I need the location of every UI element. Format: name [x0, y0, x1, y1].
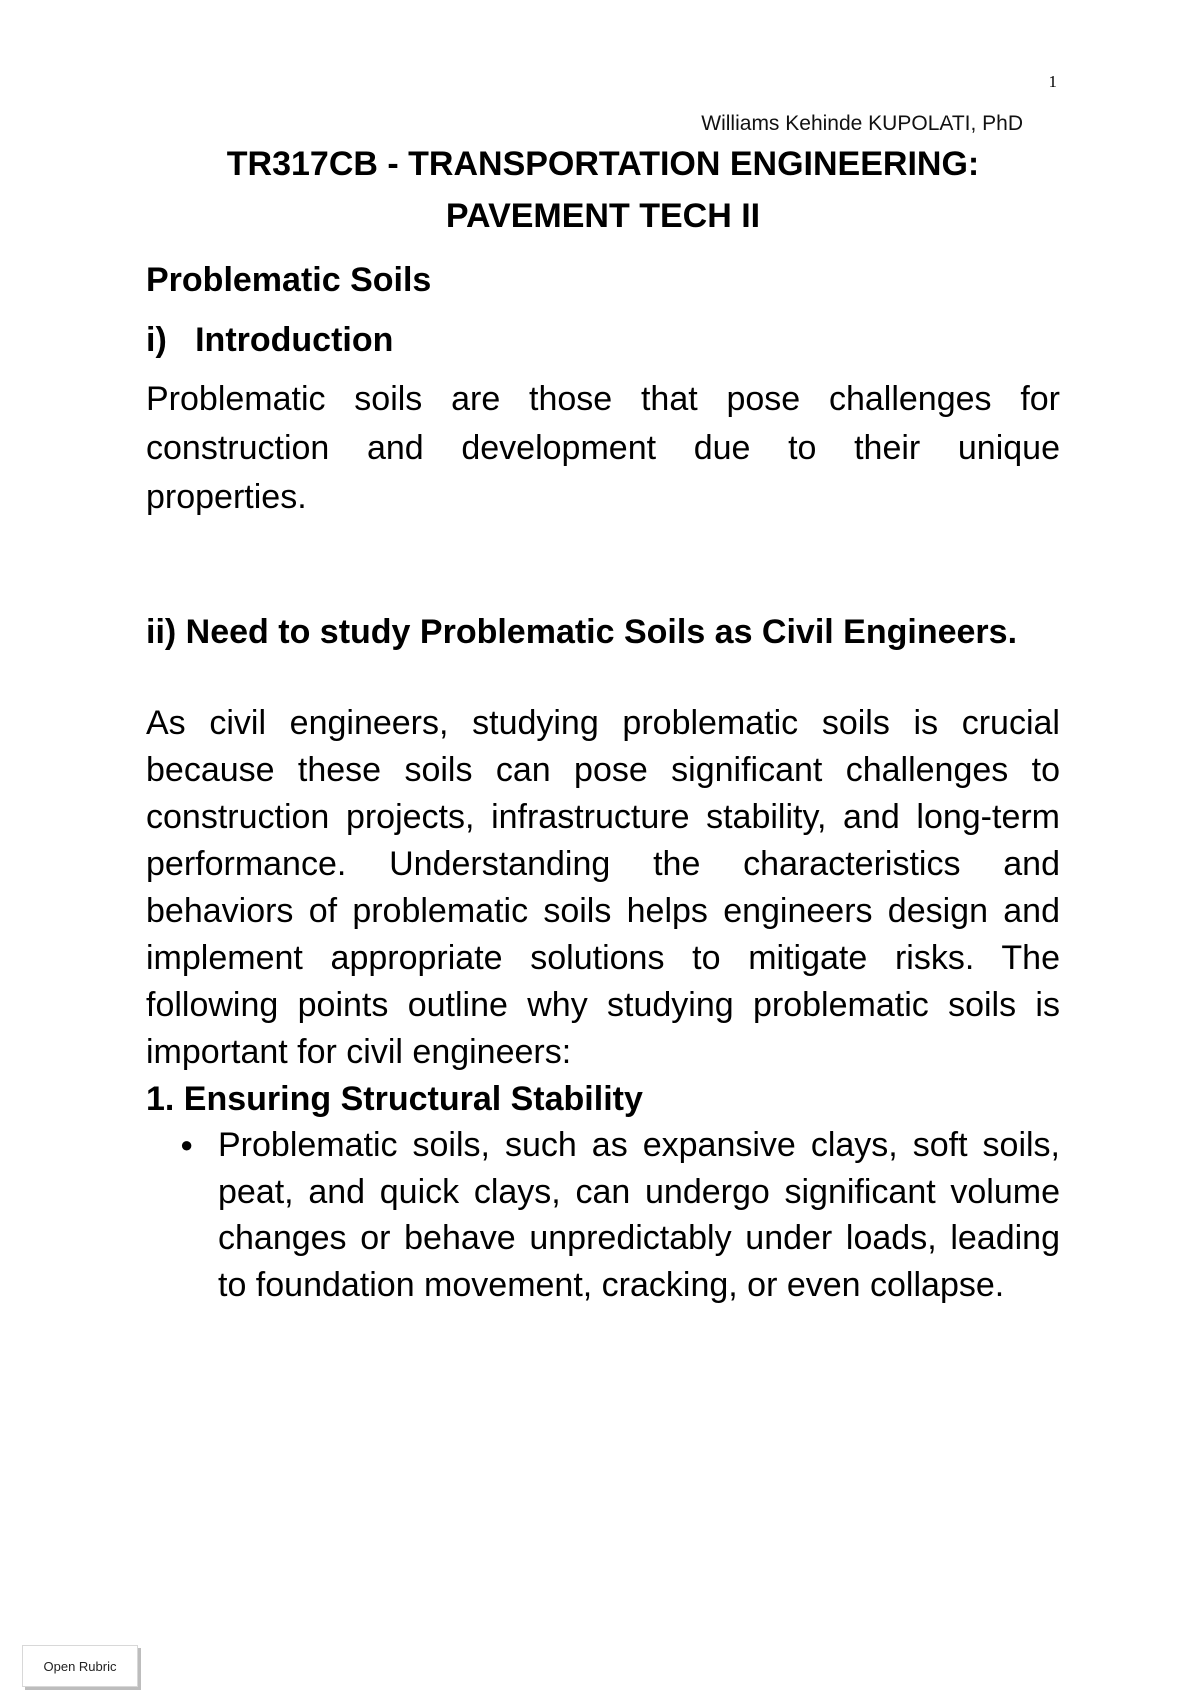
need-heading: ii) Need to study Problematic Soils as Civil Engineers.: [146, 613, 1018, 651]
bullet-text: Problematic soils, such as expansive clays, soft soils, peat, and quick clays, can undergo significant volume changes or behave unpredictably under loads, leading to foundation movement, cracking, or even collapse.: [218, 1126, 1060, 1304]
page-number: 1: [1048, 72, 1057, 91]
open-rubric-button[interactable]: Open Rubric: [22, 1645, 138, 1687]
author-name: Williams Kehinde KUPOLATI, PhD: [701, 112, 1023, 135]
document-title: [146, 138, 1060, 242]
document-title-line-2: PAVEMENT TECH II: [445, 197, 761, 235]
intro-heading: i) Introduction: [146, 321, 394, 359]
document-content: [146, 138, 1060, 1308]
point-1-heading: 1. Ensuring Structural Stability: [146, 1080, 643, 1118]
document-title-line-1: TR317CB - TRANSPORTATION ENGINEERING:: [226, 145, 980, 183]
point-1-bullet-list: [146, 1122, 1060, 1308]
bullet-icon: ●: [180, 1132, 194, 1157]
section-title: Problematic Soils: [146, 261, 432, 299]
list-item: [180, 1122, 1060, 1308]
need-paragraph: As civil engineers, studying problematic soils is crucial because these soils can pose significant challenges to construction projects, infrastructure stability, and long-term performance. Understanding the characteristics and behaviors of problematic soils helps engineers design and implement appropriate solutions to mitigate risks. The following points outline why studying problematic soils is important for civil engineers:: [146, 704, 1060, 1071]
intro-paragraph: Problematic soils are those that pose challenges for construction and development due to their unique properties.: [146, 380, 1060, 516]
